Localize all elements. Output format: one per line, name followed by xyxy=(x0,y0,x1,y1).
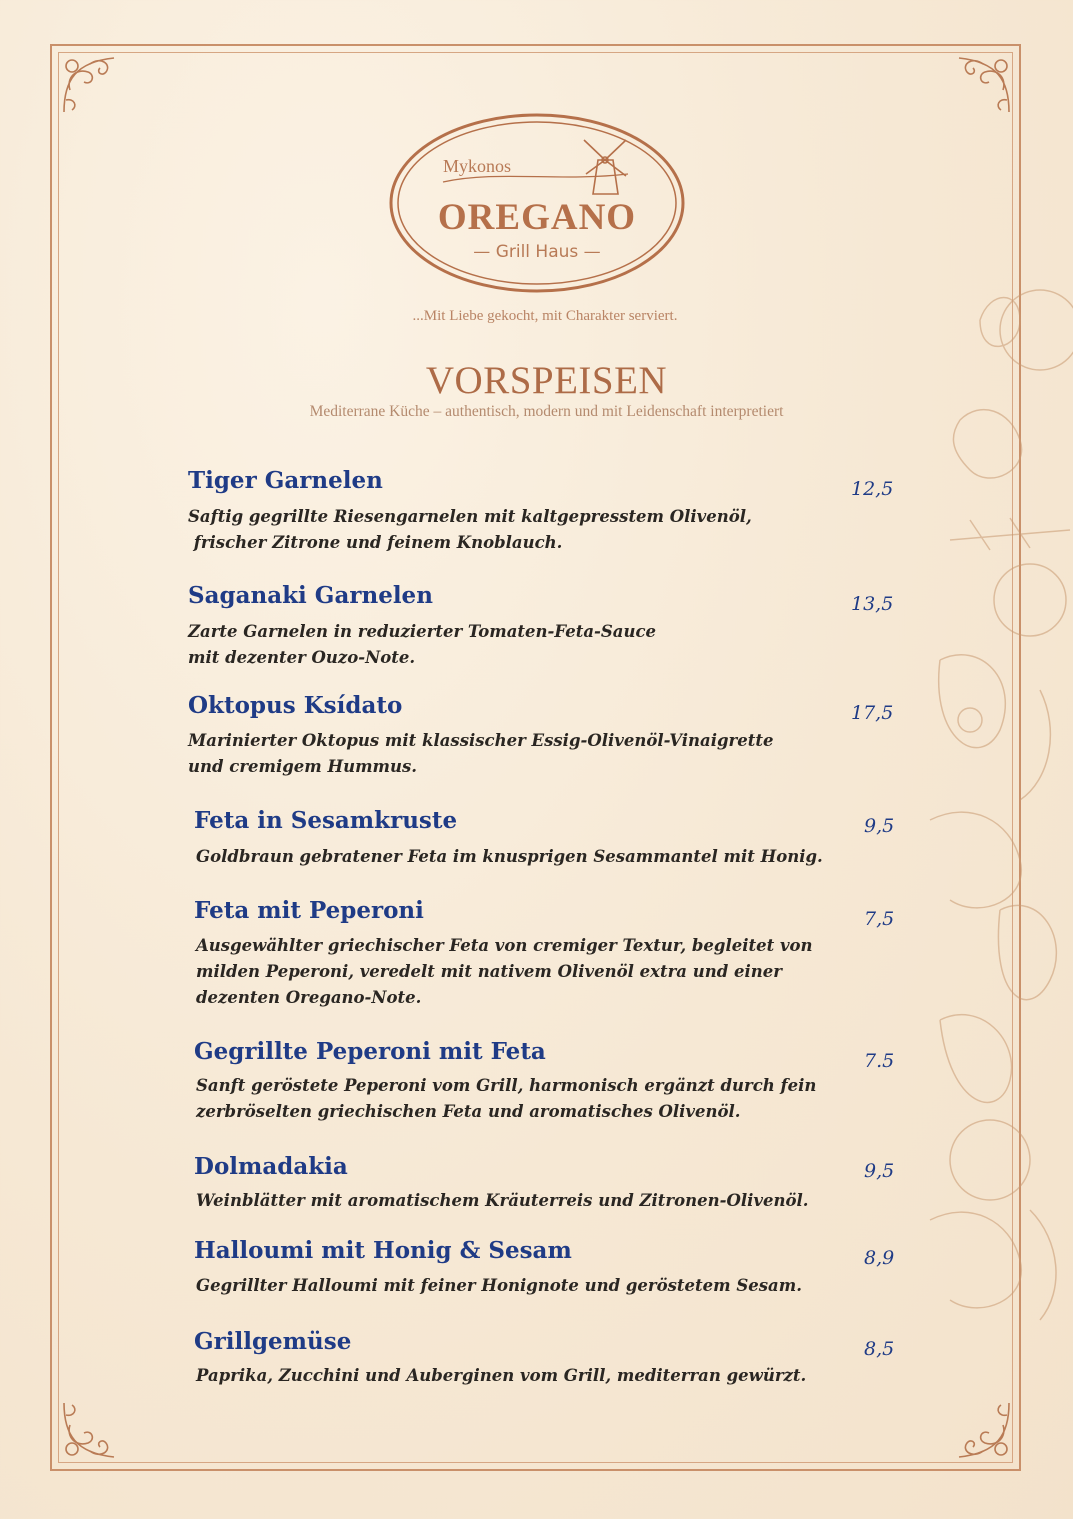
menu-item-description: Sanft geröstete Peperoni vom Grill, harmonisch ergänzt durch fein zerbröselten griechischen Feta und aromatisches Olivenöl. xyxy=(196,1076,817,1121)
menu-item-price: 9,5 xyxy=(864,1160,895,1182)
windmill-icon xyxy=(584,140,626,194)
menu-item-name: Oktopus Ksídato xyxy=(188,692,403,719)
menu-item-name: Dolmadakia xyxy=(194,1153,348,1180)
menu-item-description: Gegrillter Halloumi mit feiner Honignote und geröstetem Sesam. xyxy=(196,1276,802,1295)
menu-item-price: 7,5 xyxy=(864,908,895,930)
corner-ornament-icon xyxy=(56,1395,126,1465)
vegetable-illustration-icon xyxy=(920,260,1073,1360)
corner-ornament-icon xyxy=(947,50,1017,120)
menu-item-price: 9,5 xyxy=(864,815,895,837)
slogan: ...Mit Liebe gekocht, mit Charakter serviert. xyxy=(412,308,678,324)
menu-item-price: 8,5 xyxy=(864,1338,895,1360)
menu-item-description: Goldbraun gebratener Feta im knusprigen Sesammantel mit Honig. xyxy=(196,847,823,866)
menu-item-name: Saganaki Garnelen xyxy=(188,582,433,609)
section-title: VORSPEISEN xyxy=(425,359,668,402)
menu-item-description: Paprika, Zucchini und Auberginen vom Grill, mediterran gewürzt. xyxy=(196,1366,807,1385)
menu-item-name: Feta mit Peperoni xyxy=(194,897,424,924)
menu-item-price: 8,9 xyxy=(864,1247,895,1269)
menu-item-name: Feta in Sesamkruste xyxy=(194,807,458,834)
menu-item-name: Tiger Garnelen xyxy=(188,467,383,494)
logo-name: OREGANO xyxy=(437,197,637,238)
menu-item-price: 17,5 xyxy=(851,702,894,724)
menu-item-description: Weinblätter mit aromatischem Kräuterreis und Zitronen-Olivenöl. xyxy=(196,1191,809,1210)
menu-item-price: 7.5 xyxy=(864,1050,895,1072)
menu-item-description: Zarte Garnelen in reduzierter Tomaten-Feta-Sauce mit dezenter Ouzo-Note. xyxy=(188,622,657,667)
menu-item-description: Ausgewählter griechischer Feta von cremiger Textur, begleitet von milden Peperoni, veredelt mit nativem Olivenöl extra und einer dezenten Oregano-Note. xyxy=(196,936,813,1007)
menu-item-name: Gegrillte Peperoni mit Feta xyxy=(194,1038,546,1065)
menu-item-name: Grillgemüse xyxy=(194,1328,352,1355)
section-subtitle: Mediterrane Küche – authentisch, modern und mit Leidenschaft interpretiert xyxy=(309,403,784,420)
logo-tagline: — Grill Haus — xyxy=(473,242,601,262)
corner-ornament-icon xyxy=(947,1395,1017,1465)
corner-ornament-icon xyxy=(56,50,126,120)
menu-item-price: 12,5 xyxy=(851,478,894,500)
menu-item-description: Saftig gegrillte Riesengarnelen mit kaltgepresstem Olivenöl, frischer Zitrone und feinem Knoblauch. xyxy=(188,507,752,552)
menu-item-price: 13,5 xyxy=(851,593,894,615)
logo-town: Mykonos xyxy=(443,156,512,176)
menu-item-name: Halloumi mit Honig & Sesam xyxy=(194,1237,572,1264)
menu-item-description: Marinierter Oktopus mit klassischer Essig-Olivenöl-Vinaigrette und cremigem Hummus. xyxy=(188,731,774,776)
